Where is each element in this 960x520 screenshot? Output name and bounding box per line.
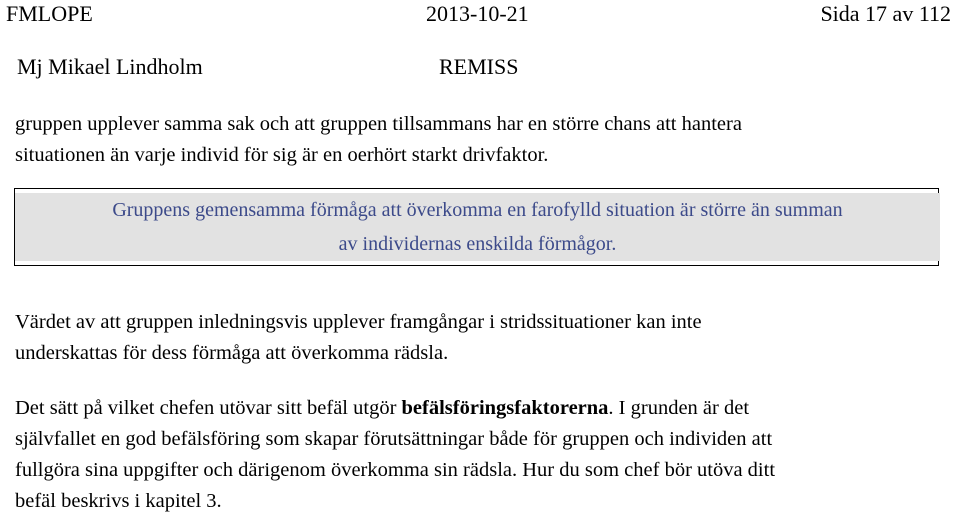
text-line: fullgöra sina uppgifter och därigenom överkomma sin rädsla. Hur du som chef bör utöva ditt: [15, 459, 776, 481]
highlight-quote-box: [14, 188, 939, 266]
header-status: REMISS: [439, 54, 519, 79]
header-author: Mj Mikael Lindholm: [17, 54, 203, 79]
text-line: underskattas för dess förmåga att överkomma rädsla.: [15, 342, 449, 364]
text-line: [15, 393, 950, 424]
text-line: gruppen upplever samma sak och att gruppen tillsammans har en större chans att hantera: [15, 113, 742, 135]
text-line: Värdet av att gruppen inledningsvis upplever framgångar i stridssituationer kan inte: [15, 311, 702, 333]
header-page-number: Sida 17 av 112: [820, 1, 951, 26]
quote-text: [15, 193, 940, 261]
text-run: . I grunden är det: [608, 397, 750, 419]
quote-line-2: av individernas enskilda förmågor.: [338, 233, 617, 255]
paragraph-1: [15, 109, 950, 171]
text-run: Det sätt på vilket chefen utövar sitt befäl utgör: [15, 397, 402, 419]
header-org: FMLOPE: [6, 1, 93, 26]
paragraph-2: [15, 307, 950, 369]
paragraph-3: [15, 393, 950, 517]
bold-term: befälsföringsfaktorerna: [401, 397, 609, 419]
quote-line-1: Gruppens gemensamma förmåga att överkomma en farofylld situation är större än summan: [112, 199, 843, 221]
header-date: 2013-10-21: [426, 1, 529, 26]
text-line: självfallet en god befälsföring som skapar förutsättningar både för gruppen och individen att: [15, 428, 773, 450]
text-line: befäl beskrivs i kapitel 3.: [15, 490, 222, 512]
text-line: situationen än varje individ för sig är en oerhört starkt drivfaktor.: [15, 144, 549, 166]
